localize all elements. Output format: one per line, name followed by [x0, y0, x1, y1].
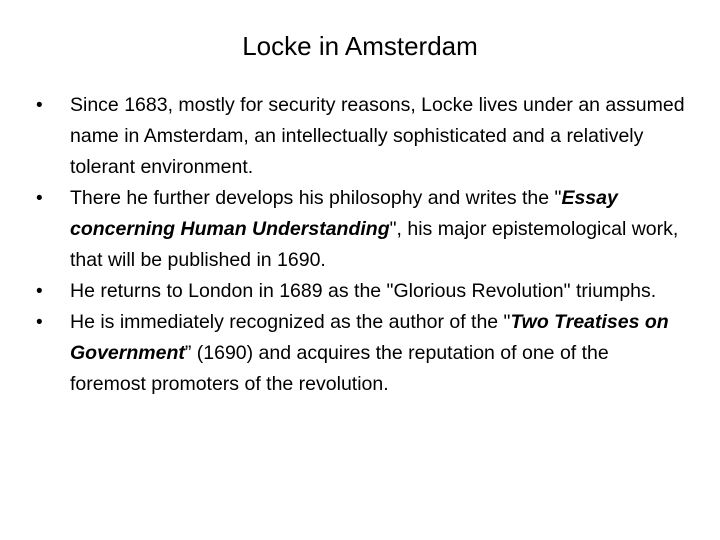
- bullet-list: [36, 90, 686, 400]
- bullet-text: [70, 311, 669, 395]
- bullet-item: [36, 307, 686, 400]
- bullet-icon: •: [36, 281, 43, 302]
- bullet-text: He returns to London in 1689 as the "Glorious Revolution" triumphs.: [70, 280, 657, 302]
- bullet-icon: •: [36, 95, 43, 116]
- bullet-text: Since 1683, mostly for security reasons, Locke lives under an assumed name in Amsterdam, an intellectually sophisticated and a relatively tolerant environment.: [70, 94, 685, 178]
- bullet-item: [36, 276, 686, 307]
- slide-title: Locke in Amsterdam: [242, 31, 478, 61]
- bullet-text-post: ", his major epistemological work, that will be published in 1690.: [70, 218, 679, 271]
- book-title: Two Treatises on Government: [70, 311, 669, 364]
- bullet-text-pre: He is immediately recognized as the author of the ": [70, 311, 511, 333]
- bullet-icon: •: [36, 312, 43, 333]
- bullet-text-post: ” (1690) and acquires the reputation of one of the foremost promoters of the revolution.: [70, 342, 609, 395]
- bullet-item: [36, 183, 686, 276]
- book-title: Essay concerning Human Understanding: [70, 187, 618, 240]
- bullet-text: [70, 187, 678, 271]
- bullet-item: [36, 90, 686, 183]
- bullet-icon: •: [36, 188, 43, 209]
- bullet-text-pre: There he further develops his philosophy and writes the ": [70, 187, 562, 209]
